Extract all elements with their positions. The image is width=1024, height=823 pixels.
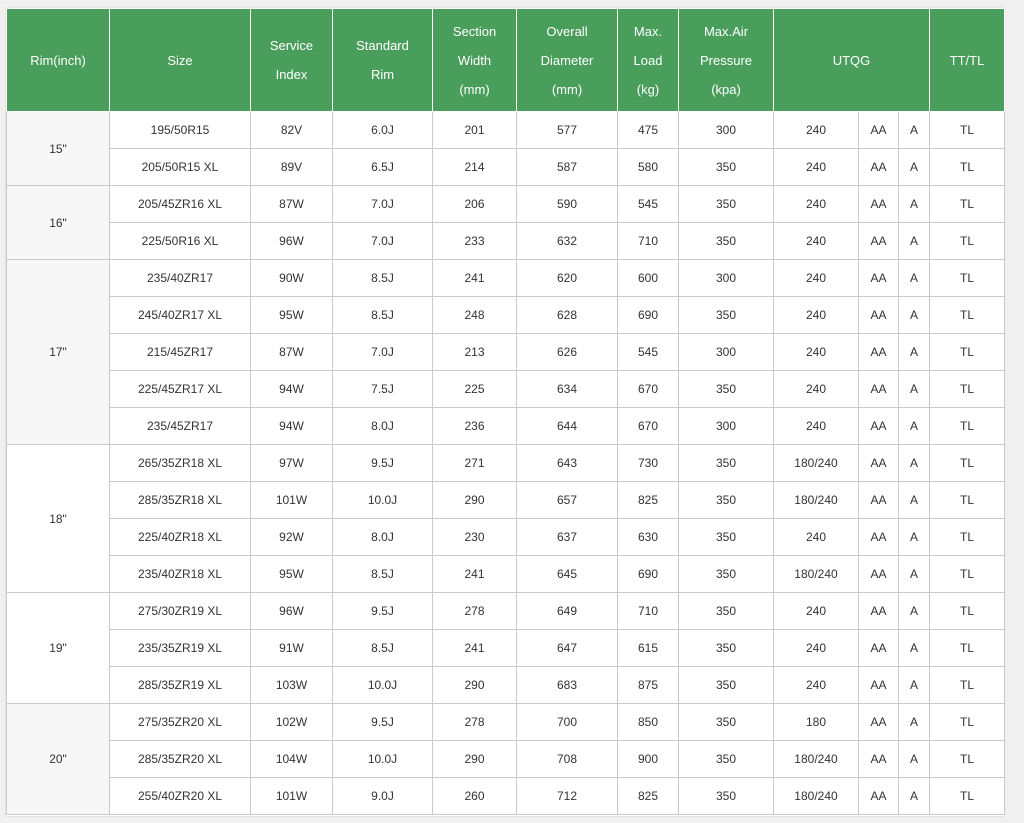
- utqg-traction-cell: AA: [859, 297, 899, 334]
- service-index-cell: 104W: [251, 741, 333, 778]
- overall-diameter-cell: 590: [517, 186, 618, 223]
- tt-tl-cell: TL: [930, 186, 1005, 223]
- max-air-pressure-cell: 350: [679, 667, 774, 704]
- overall-diameter-cell: 577: [517, 112, 618, 149]
- service-index-cell: 94W: [251, 408, 333, 445]
- tt-tl-cell: TL: [930, 556, 1005, 593]
- service-index-cell: 101W: [251, 778, 333, 815]
- utqg-temperature-cell: A: [899, 223, 930, 260]
- header-line: UTQG: [832, 52, 871, 68]
- header-size: [110, 9, 251, 112]
- tt-tl-cell: TL: [930, 223, 1005, 260]
- table-row: [7, 482, 1005, 519]
- standard-rim-cell: 10.0J: [333, 667, 433, 704]
- size-cell: 245/40ZR17 XL: [110, 297, 251, 334]
- tt-tl-cell: TL: [930, 260, 1005, 297]
- section-width-cell: 214: [433, 149, 517, 186]
- overall-diameter-cell: 644: [517, 408, 618, 445]
- utqg-traction-cell: AA: [859, 667, 899, 704]
- tt-tl-cell: TL: [930, 408, 1005, 445]
- utqg-temperature-cell: A: [899, 186, 930, 223]
- section-width-cell: 290: [433, 482, 517, 519]
- max-load-cell: 600: [618, 260, 679, 297]
- max-load-cell: 730: [618, 445, 679, 482]
- header-line: Pressure: [699, 52, 753, 68]
- utqg-traction-cell: AA: [859, 112, 899, 149]
- max-load-cell: 580: [618, 149, 679, 186]
- utqg-temperature-cell: A: [899, 482, 930, 519]
- tt-tl-cell: TL: [930, 371, 1005, 408]
- overall-diameter-cell: 647: [517, 630, 618, 667]
- max-load-cell: 545: [618, 334, 679, 371]
- max-load-cell: 825: [618, 482, 679, 519]
- service-index-cell: 101W: [251, 482, 333, 519]
- service-index-cell: 87W: [251, 186, 333, 223]
- utqg-temperature-cell: A: [899, 778, 930, 815]
- overall-diameter-cell: 645: [517, 556, 618, 593]
- table-row: [7, 408, 1005, 445]
- section-width-cell: 213: [433, 334, 517, 371]
- header-line: (kg): [636, 81, 660, 97]
- overall-diameter-cell: 628: [517, 297, 618, 334]
- table-row: [7, 186, 1005, 223]
- service-index-cell: 87W: [251, 334, 333, 371]
- header-line: Service: [269, 38, 314, 53]
- table-row: [7, 593, 1005, 630]
- rim-cell: 18": [7, 445, 110, 593]
- table-row: [7, 778, 1005, 815]
- tt-tl-cell: TL: [930, 334, 1005, 371]
- rim-cell: 19": [7, 593, 110, 704]
- size-cell: 235/35ZR19 XL: [110, 630, 251, 667]
- utqg-traction-cell: AA: [859, 445, 899, 482]
- header-service-index: [251, 9, 333, 112]
- table-row: [7, 704, 1005, 741]
- service-index-cell: 95W: [251, 556, 333, 593]
- size-cell: 265/35ZR18 XL: [110, 445, 251, 482]
- section-width-cell: 260: [433, 778, 517, 815]
- overall-diameter-cell: 637: [517, 519, 618, 556]
- service-index-cell: 90W: [251, 260, 333, 297]
- utqg-treadwear-cell: 180: [774, 704, 859, 741]
- standard-rim-cell: 9.5J: [333, 445, 433, 482]
- service-index-cell: 94W: [251, 371, 333, 408]
- service-index-cell: 103W: [251, 667, 333, 704]
- tt-tl-cell: TL: [930, 667, 1005, 704]
- max-load-cell: 710: [618, 593, 679, 630]
- standard-rim-cell: 7.0J: [333, 186, 433, 223]
- overall-diameter-cell: 643: [517, 445, 618, 482]
- size-cell: 285/35ZR18 XL: [110, 482, 251, 519]
- header-line: Max.Air: [703, 23, 749, 39]
- tt-tl-cell: TL: [930, 445, 1005, 482]
- table-row: [7, 445, 1005, 482]
- size-cell: 205/45ZR16 XL: [110, 186, 251, 223]
- max-air-pressure-cell: 350: [679, 704, 774, 741]
- table-row: [7, 223, 1005, 260]
- table-row: [7, 556, 1005, 593]
- max-load-cell: 615: [618, 630, 679, 667]
- overall-diameter-cell: 712: [517, 778, 618, 815]
- service-index-cell: 95W: [251, 297, 333, 334]
- standard-rim-cell: 9.5J: [333, 704, 433, 741]
- table-row: [7, 260, 1005, 297]
- max-load-cell: 710: [618, 223, 679, 260]
- utqg-traction-cell: AA: [859, 519, 899, 556]
- overall-diameter-cell: 683: [517, 667, 618, 704]
- utqg-treadwear-cell: 180/240: [774, 556, 859, 593]
- standard-rim-cell: 7.0J: [333, 334, 433, 371]
- header-line: Width: [457, 52, 492, 68]
- standard-rim-cell: 8.0J: [333, 519, 433, 556]
- table-row: [7, 334, 1005, 371]
- section-width-cell: 233: [433, 223, 517, 260]
- standard-rim-cell: 6.0J: [333, 112, 433, 149]
- tire-spec-table-container: [6, 8, 1004, 816]
- utqg-treadwear-cell: 240: [774, 371, 859, 408]
- tt-tl-cell: TL: [930, 741, 1005, 778]
- section-width-cell: 230: [433, 519, 517, 556]
- section-width-cell: 201: [433, 112, 517, 149]
- section-width-cell: 241: [433, 630, 517, 667]
- utqg-temperature-cell: A: [899, 667, 930, 704]
- service-index-cell: 102W: [251, 704, 333, 741]
- max-air-pressure-cell: 350: [679, 593, 774, 630]
- overall-diameter-cell: 632: [517, 223, 618, 260]
- header-line: Standard: [356, 38, 409, 53]
- overall-diameter-cell: 700: [517, 704, 618, 741]
- utqg-traction-cell: AA: [859, 556, 899, 593]
- section-width-cell: 271: [433, 445, 517, 482]
- utqg-temperature-cell: A: [899, 371, 930, 408]
- size-cell: 275/30ZR19 XL: [110, 593, 251, 630]
- utqg-traction-cell: AA: [859, 371, 899, 408]
- service-index-cell: 82V: [251, 112, 333, 149]
- utqg-traction-cell: AA: [859, 482, 899, 519]
- tire-spec-table: [6, 8, 1005, 815]
- overall-diameter-cell: 708: [517, 741, 618, 778]
- table-body: [7, 112, 1005, 815]
- utqg-treadwear-cell: 240: [774, 519, 859, 556]
- size-cell: 235/40ZR18 XL: [110, 556, 251, 593]
- max-load-cell: 690: [618, 556, 679, 593]
- utqg-temperature-cell: A: [899, 630, 930, 667]
- header-section-width: [433, 9, 517, 112]
- utqg-treadwear-cell: 180/240: [774, 741, 859, 778]
- utqg-treadwear-cell: 180/240: [774, 445, 859, 482]
- standard-rim-cell: 9.5J: [333, 593, 433, 630]
- utqg-treadwear-cell: 240: [774, 408, 859, 445]
- header-line: TT/TL: [949, 52, 985, 68]
- header-standard-rim: [333, 9, 433, 112]
- section-width-cell: 241: [433, 260, 517, 297]
- max-air-pressure-cell: 350: [679, 445, 774, 482]
- header-utqg: [774, 9, 930, 112]
- standard-rim-cell: 10.0J: [333, 741, 433, 778]
- max-air-pressure-cell: 300: [679, 112, 774, 149]
- size-cell: 225/40ZR18 XL: [110, 519, 251, 556]
- size-cell: 205/50R15 XL: [110, 149, 251, 186]
- utqg-treadwear-cell: 240: [774, 260, 859, 297]
- header-line: Overall: [546, 23, 588, 39]
- tt-tl-cell: TL: [930, 149, 1005, 186]
- utqg-temperature-cell: A: [899, 556, 930, 593]
- utqg-traction-cell: AA: [859, 186, 899, 223]
- section-width-cell: 290: [433, 667, 517, 704]
- table-row: [7, 630, 1005, 667]
- utqg-traction-cell: AA: [859, 630, 899, 667]
- header-line: (mm): [459, 81, 490, 97]
- utqg-treadwear-cell: 240: [774, 630, 859, 667]
- tt-tl-cell: TL: [930, 593, 1005, 630]
- overall-diameter-cell: 626: [517, 334, 618, 371]
- header-tt-tl: [930, 9, 1005, 112]
- service-index-cell: 96W: [251, 223, 333, 260]
- utqg-treadwear-cell: 240: [774, 149, 859, 186]
- section-width-cell: 278: [433, 593, 517, 630]
- header-line: (kpa): [711, 81, 741, 97]
- max-load-cell: 900: [618, 741, 679, 778]
- max-load-cell: 475: [618, 112, 679, 149]
- rim-cell: 16": [7, 186, 110, 260]
- utqg-traction-cell: AA: [859, 149, 899, 186]
- max-air-pressure-cell: 350: [679, 223, 774, 260]
- section-width-cell: 278: [433, 704, 517, 741]
- max-load-cell: 630: [618, 519, 679, 556]
- size-cell: 275/35ZR20 XL: [110, 704, 251, 741]
- max-load-cell: 690: [618, 297, 679, 334]
- size-cell: 225/50R16 XL: [110, 223, 251, 260]
- utqg-temperature-cell: A: [899, 593, 930, 630]
- utqg-temperature-cell: A: [899, 297, 930, 334]
- standard-rim-cell: 7.5J: [333, 371, 433, 408]
- rim-cell: 20": [7, 704, 110, 815]
- standard-rim-cell: 8.5J: [333, 556, 433, 593]
- overall-diameter-cell: 634: [517, 371, 618, 408]
- max-air-pressure-cell: 350: [679, 371, 774, 408]
- table-row: [7, 371, 1005, 408]
- max-air-pressure-cell: 350: [679, 556, 774, 593]
- size-cell: 225/45ZR17 XL: [110, 371, 251, 408]
- utqg-traction-cell: AA: [859, 408, 899, 445]
- service-index-cell: 92W: [251, 519, 333, 556]
- overall-diameter-cell: 587: [517, 149, 618, 186]
- size-cell: 235/40ZR17: [110, 260, 251, 297]
- size-cell: 255/40ZR20 XL: [110, 778, 251, 815]
- section-width-cell: 248: [433, 297, 517, 334]
- utqg-traction-cell: AA: [859, 741, 899, 778]
- max-air-pressure-cell: 350: [679, 630, 774, 667]
- standard-rim-cell: 8.5J: [333, 297, 433, 334]
- utqg-temperature-cell: A: [899, 408, 930, 445]
- header-line: Load: [633, 52, 663, 68]
- table-row: [7, 667, 1005, 704]
- max-air-pressure-cell: 350: [679, 778, 774, 815]
- max-load-cell: 670: [618, 371, 679, 408]
- max-air-pressure-cell: 350: [679, 741, 774, 778]
- tt-tl-cell: TL: [930, 630, 1005, 667]
- max-air-pressure-cell: 350: [679, 297, 774, 334]
- standard-rim-cell: 8.5J: [333, 260, 433, 297]
- utqg-treadwear-cell: 180/240: [774, 482, 859, 519]
- utqg-temperature-cell: A: [899, 334, 930, 371]
- rim-cell: 15": [7, 112, 110, 186]
- rim-cell: 17": [7, 260, 110, 445]
- utqg-treadwear-cell: 180/240: [774, 778, 859, 815]
- utqg-traction-cell: AA: [859, 704, 899, 741]
- utqg-treadwear-cell: 240: [774, 593, 859, 630]
- size-cell: 235/45ZR17: [110, 408, 251, 445]
- header-overall-diameter: [517, 9, 618, 112]
- service-index-cell: 91W: [251, 630, 333, 667]
- utqg-temperature-cell: A: [899, 741, 930, 778]
- tt-tl-cell: TL: [930, 778, 1005, 815]
- header-line: (mm): [551, 81, 583, 97]
- tt-tl-cell: TL: [930, 297, 1005, 334]
- max-load-cell: 670: [618, 408, 679, 445]
- max-load-cell: 825: [618, 778, 679, 815]
- utqg-temperature-cell: A: [899, 112, 930, 149]
- tt-tl-cell: TL: [930, 519, 1005, 556]
- size-cell: 285/35ZR20 XL: [110, 741, 251, 778]
- max-air-pressure-cell: 300: [679, 260, 774, 297]
- standard-rim-cell: 10.0J: [333, 482, 433, 519]
- overall-diameter-cell: 620: [517, 260, 618, 297]
- header-max-air-pressure: [679, 9, 774, 112]
- utqg-treadwear-cell: 240: [774, 667, 859, 704]
- standard-rim-cell: 9.0J: [333, 778, 433, 815]
- max-air-pressure-cell: 350: [679, 482, 774, 519]
- standard-rim-cell: 7.0J: [333, 223, 433, 260]
- utqg-traction-cell: AA: [859, 593, 899, 630]
- table-header: [7, 9, 1005, 112]
- utqg-treadwear-cell: 240: [774, 297, 859, 334]
- header-line: Rim(inch): [30, 52, 86, 68]
- tt-tl-cell: TL: [930, 704, 1005, 741]
- utqg-treadwear-cell: 240: [774, 223, 859, 260]
- standard-rim-cell: 8.5J: [333, 630, 433, 667]
- max-air-pressure-cell: 300: [679, 334, 774, 371]
- max-load-cell: 545: [618, 186, 679, 223]
- max-air-pressure-cell: 300: [679, 408, 774, 445]
- overall-diameter-cell: 649: [517, 593, 618, 630]
- utqg-temperature-cell: A: [899, 704, 930, 741]
- overall-diameter-cell: 657: [517, 482, 618, 519]
- utqg-traction-cell: AA: [859, 778, 899, 815]
- service-index-cell: 97W: [251, 445, 333, 482]
- utqg-temperature-cell: A: [899, 260, 930, 297]
- size-cell: 195/50R15: [110, 112, 251, 149]
- standard-rim-cell: 8.0J: [333, 408, 433, 445]
- max-load-cell: 850: [618, 704, 679, 741]
- section-width-cell: 225: [433, 371, 517, 408]
- utqg-treadwear-cell: 240: [774, 334, 859, 371]
- size-cell: 215/45ZR17: [110, 334, 251, 371]
- utqg-traction-cell: AA: [859, 260, 899, 297]
- tt-tl-cell: TL: [930, 112, 1005, 149]
- table-row: [7, 741, 1005, 778]
- utqg-temperature-cell: A: [899, 149, 930, 186]
- header-line: Rim: [370, 67, 395, 82]
- service-index-cell: 89V: [251, 149, 333, 186]
- header-rim: [7, 9, 110, 112]
- section-width-cell: 290: [433, 741, 517, 778]
- table-row: [7, 519, 1005, 556]
- header-line: Diameter: [540, 52, 594, 68]
- max-air-pressure-cell: 350: [679, 186, 774, 223]
- max-load-cell: 875: [618, 667, 679, 704]
- section-width-cell: 236: [433, 408, 517, 445]
- size-cell: 285/35ZR19 XL: [110, 667, 251, 704]
- header-line: Index: [275, 67, 308, 82]
- table-row: [7, 149, 1005, 186]
- standard-rim-cell: 6.5J: [333, 149, 433, 186]
- max-air-pressure-cell: 350: [679, 149, 774, 186]
- utqg-traction-cell: AA: [859, 223, 899, 260]
- service-index-cell: 96W: [251, 593, 333, 630]
- utqg-treadwear-cell: 240: [774, 186, 859, 223]
- utqg-traction-cell: AA: [859, 334, 899, 371]
- table-row: [7, 297, 1005, 334]
- utqg-treadwear-cell: 240: [774, 112, 859, 149]
- header-line: Section: [452, 23, 497, 39]
- tt-tl-cell: TL: [930, 482, 1005, 519]
- max-air-pressure-cell: 350: [679, 519, 774, 556]
- utqg-temperature-cell: A: [899, 519, 930, 556]
- header-line: Max.: [633, 23, 663, 39]
- utqg-temperature-cell: A: [899, 445, 930, 482]
- header-max-load: [618, 9, 679, 112]
- section-width-cell: 206: [433, 186, 517, 223]
- table-row: [7, 112, 1005, 149]
- header-line: Size: [167, 52, 193, 68]
- section-width-cell: 241: [433, 556, 517, 593]
